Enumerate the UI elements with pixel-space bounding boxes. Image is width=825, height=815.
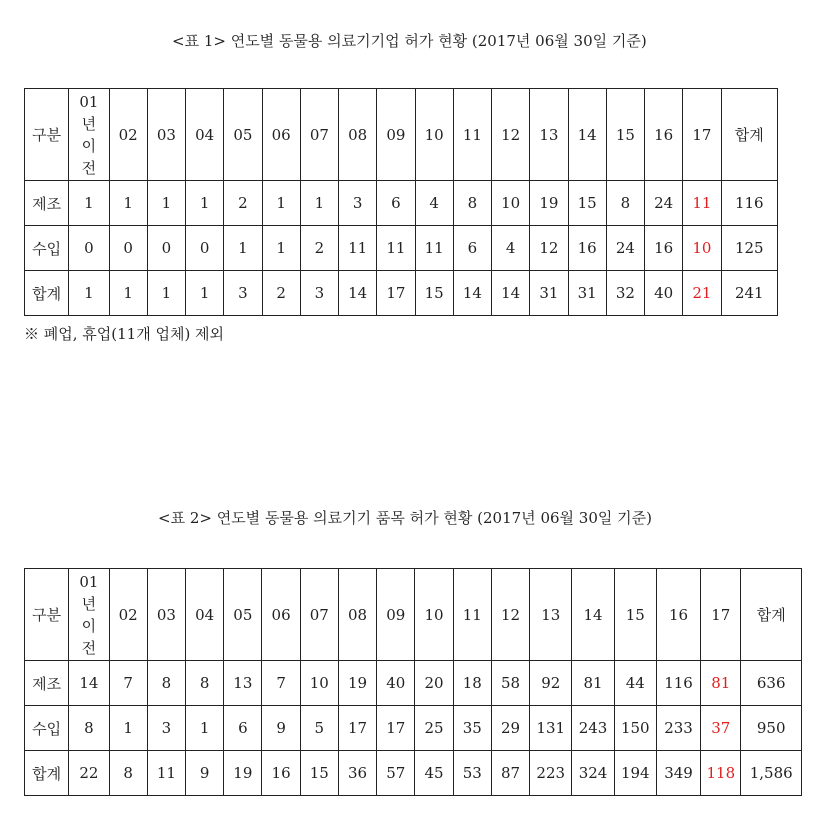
table2-row-import: [25, 706, 802, 751]
table1-header-cell: 07: [300, 89, 338, 181]
table1-cell: 241: [721, 271, 777, 316]
table1-header-cell: 14: [568, 89, 606, 181]
table1-header-cell: 13: [530, 89, 568, 181]
table2-row-label: 제조: [25, 661, 69, 706]
table1-cell: 3: [224, 271, 262, 316]
table2-row-manufacture: [25, 661, 802, 706]
table2-cell: 36: [338, 751, 376, 796]
table2-cell: 44: [614, 661, 656, 706]
table2-header-cell: 08: [338, 569, 376, 661]
table1-cell: 1: [109, 271, 147, 316]
table2-cell: 25: [415, 706, 453, 751]
table2-header-cell: 합계: [741, 569, 802, 661]
table2-cell: 37: [701, 706, 741, 751]
table2-row-label: 수입: [25, 706, 69, 751]
table1-header-cell: 16: [645, 89, 683, 181]
table2-header-cell: 15: [614, 569, 656, 661]
table1-note: ※ 폐업, 휴업(11개 업체) 제외: [24, 325, 225, 343]
table2-header-cell: 구분: [25, 569, 69, 661]
table2: [24, 568, 802, 796]
table1-header-cell: 01 년 이 전: [69, 89, 109, 181]
table1-cell: 1: [69, 181, 109, 226]
table2-header-cell: 05: [224, 569, 262, 661]
table2-header-cell: 01 년 이 전: [69, 569, 109, 661]
table1-cell: 12: [530, 226, 568, 271]
table1-cell: 1: [69, 271, 109, 316]
table1-row-label: 수입: [25, 226, 69, 271]
table2-cell: 20: [415, 661, 453, 706]
table1-cell: 1: [262, 226, 300, 271]
table1-cell: 125: [721, 226, 777, 271]
table2-cell: 243: [572, 706, 614, 751]
table1-header-cell: 08: [339, 89, 377, 181]
table2-header-cell: 07: [300, 569, 338, 661]
table1-cell: 11: [339, 226, 377, 271]
table1-cell: 1: [262, 181, 300, 226]
table2-cell: 40: [377, 661, 415, 706]
table2-cell: 8: [109, 751, 147, 796]
table2-header-cell: 09: [377, 569, 415, 661]
table2-cell: 45: [415, 751, 453, 796]
table1-header-cell: 03: [147, 89, 185, 181]
table1-header-cell: 06: [262, 89, 300, 181]
table2-cell: 53: [453, 751, 491, 796]
table1-cell: 14: [453, 271, 491, 316]
table1-cell: 21: [683, 271, 721, 316]
table2-cell: 14: [69, 661, 109, 706]
table1-cell: 1: [186, 271, 224, 316]
table2-header-cell: 14: [572, 569, 614, 661]
table1-cell: 10: [492, 181, 530, 226]
table1-cell: 24: [606, 226, 644, 271]
table1-cell: 0: [69, 226, 109, 271]
table2-title: <표 2> 연도별 동물용 의료기기 품목 허가 현황 (2017년 06월 30일 기준): [158, 509, 652, 527]
table2-header-cell: 06: [262, 569, 300, 661]
table1-header-cell: 17: [683, 89, 721, 181]
table2-cell: 194: [614, 751, 656, 796]
table2-cell: 16: [262, 751, 300, 796]
table1-row-total: [25, 271, 778, 316]
table2-header-cell: 04: [186, 569, 224, 661]
table2-header-cell: 13: [530, 569, 572, 661]
table2-cell: 19: [224, 751, 262, 796]
table2-cell: 87: [491, 751, 529, 796]
table1-header-cell: 09: [377, 89, 415, 181]
table1-cell: 16: [568, 226, 606, 271]
table1-cell: 16: [645, 226, 683, 271]
table2-cell: 7: [109, 661, 147, 706]
table1-header-cell: 02: [109, 89, 147, 181]
table1-cell: 11: [415, 226, 453, 271]
table2-cell: 223: [530, 751, 572, 796]
table2-cell: 22: [69, 751, 109, 796]
table2-cell: 11: [147, 751, 185, 796]
table1-cell: 40: [645, 271, 683, 316]
table2-cell: 58: [491, 661, 529, 706]
table1-cell: 0: [186, 226, 224, 271]
table2-cell: 1: [109, 706, 147, 751]
table2-header-cell: 16: [656, 569, 700, 661]
table1-row-label: 합계: [25, 271, 69, 316]
table1-cell: 0: [147, 226, 185, 271]
table2-cell: 131: [530, 706, 572, 751]
table1-cell: 11: [377, 226, 415, 271]
table1-cell: 0: [109, 226, 147, 271]
table1-cell: 2: [224, 181, 262, 226]
table1-header-cell: 11: [453, 89, 491, 181]
table2-cell: 15: [300, 751, 338, 796]
table1-cell: 8: [606, 181, 644, 226]
table1-cell: 1: [224, 226, 262, 271]
table1-cell: 24: [645, 181, 683, 226]
table2-header-cell: 02: [109, 569, 147, 661]
table1-cell: 8: [453, 181, 491, 226]
table2-row-total: [25, 751, 802, 796]
table2-cell: 29: [491, 706, 529, 751]
table1-cell: 3: [300, 271, 338, 316]
table2-cell: 92: [530, 661, 572, 706]
table1-cell: 31: [568, 271, 606, 316]
table1-header-cell: 12: [492, 89, 530, 181]
table2-cell: 636: [741, 661, 802, 706]
table2-cell: 19: [338, 661, 376, 706]
table2-cell: 81: [701, 661, 741, 706]
table1-cell: 1: [147, 181, 185, 226]
table1-header-cell: 구분: [25, 89, 69, 181]
table2-header-cell: 10: [415, 569, 453, 661]
table2-cell: 7: [262, 661, 300, 706]
table2-header-cell: 17: [701, 569, 741, 661]
table1-cell: 15: [568, 181, 606, 226]
table1-title: <표 1> 연도별 동물용 의료기기업 허가 현황 (2017년 06월 30일 기준): [172, 32, 647, 50]
table2-cell: 17: [377, 706, 415, 751]
table2-cell: 233: [656, 706, 700, 751]
table1-cell: 4: [415, 181, 453, 226]
table1-cell: 1: [147, 271, 185, 316]
table1-cell: 6: [453, 226, 491, 271]
table1-cell: 3: [339, 181, 377, 226]
table2-header-cell: 11: [453, 569, 491, 661]
table1-cell: 2: [262, 271, 300, 316]
table2-cell: 8: [147, 661, 185, 706]
table2-cell: 18: [453, 661, 491, 706]
table2-cell: 9: [262, 706, 300, 751]
table1-row-label: 제조: [25, 181, 69, 226]
table2-cell: 57: [377, 751, 415, 796]
table2-header-cell: 03: [147, 569, 185, 661]
table2-cell: 118: [701, 751, 741, 796]
table1-cell: 14: [492, 271, 530, 316]
table2-cell: 8: [186, 661, 224, 706]
table1-cell: 1: [300, 181, 338, 226]
table2-cell: 349: [656, 751, 700, 796]
table1-cell: 15: [415, 271, 453, 316]
table2-cell: 81: [572, 661, 614, 706]
table1-cell: 1: [109, 181, 147, 226]
table1-header-cell: 04: [186, 89, 224, 181]
table1-header-cell: 10: [415, 89, 453, 181]
table1-header-cell: 15: [606, 89, 644, 181]
table1-cell: 17: [377, 271, 415, 316]
table2-cell: 17: [338, 706, 376, 751]
table2-header-row: [25, 569, 802, 661]
table1-cell: 4: [492, 226, 530, 271]
table2-row-label: 합계: [25, 751, 69, 796]
table2-cell: 116: [656, 661, 700, 706]
table1-row-manufacture: [25, 181, 778, 226]
table1-cell: 116: [721, 181, 777, 226]
table2-cell: 9: [186, 751, 224, 796]
table1-cell: 11: [683, 181, 721, 226]
table1: [24, 88, 778, 316]
table2-cell: 5: [300, 706, 338, 751]
table2-cell: 35: [453, 706, 491, 751]
table1-cell: 10: [683, 226, 721, 271]
table2-cell: 8: [69, 706, 109, 751]
table2-cell: 3: [147, 706, 185, 751]
table2-cell: 1,586: [741, 751, 802, 796]
table1-header-cell: 합계: [721, 89, 777, 181]
table2-cell: 6: [224, 706, 262, 751]
table1-header-row: [25, 89, 778, 181]
table2-cell: 150: [614, 706, 656, 751]
table1-cell: 2: [300, 226, 338, 271]
table2-cell: 1: [186, 706, 224, 751]
table1-cell: 19: [530, 181, 568, 226]
table1-cell: 31: [530, 271, 568, 316]
table2-header-cell: 12: [491, 569, 529, 661]
table1-row-import: [25, 226, 778, 271]
table1-cell: 6: [377, 181, 415, 226]
table2-cell: 950: [741, 706, 802, 751]
table2-cell: 10: [300, 661, 338, 706]
table1-cell: 1: [186, 181, 224, 226]
table2-cell: 324: [572, 751, 614, 796]
table1-cell: 14: [339, 271, 377, 316]
table1-cell: 32: [606, 271, 644, 316]
table1-header-cell: 05: [224, 89, 262, 181]
table2-cell: 13: [224, 661, 262, 706]
